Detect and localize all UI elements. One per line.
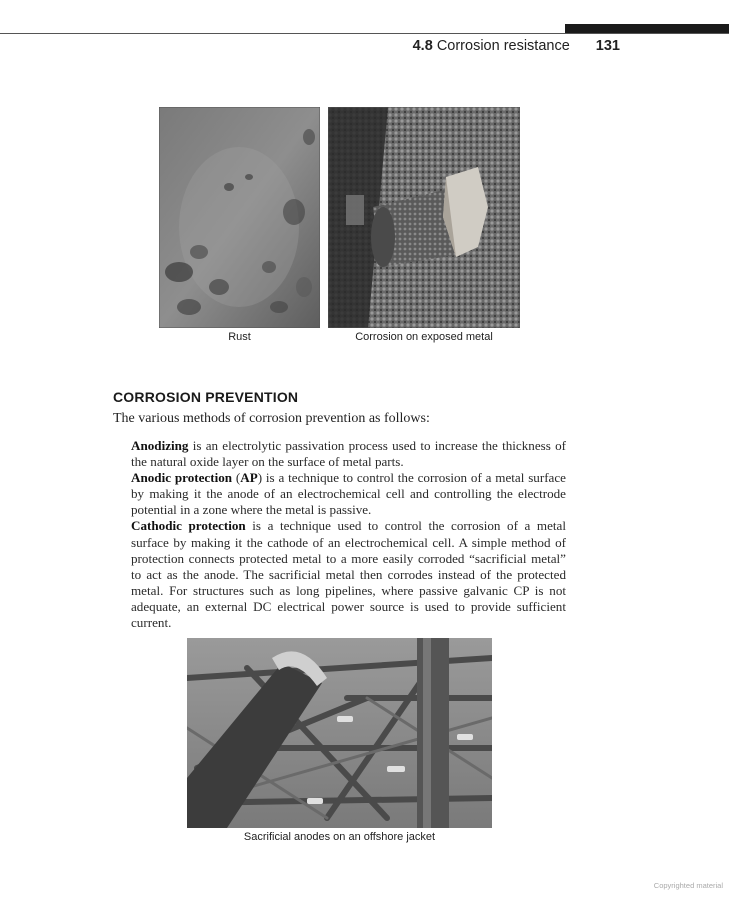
anodizing-term: Anodizing [131,438,189,453]
anodic-abbr: AP [240,470,258,486]
section-title: Corrosion resistance [436,38,570,54]
anodizing-text: is an electrolytic passivation process used to increase the thickness of the natural oxide layer on the surface of metal parts. [131,438,566,470]
rust-caption: Rust [228,331,251,343]
anodic-text: ) is a technique to control the corrosion of a metal surface by making it the anode of an electrochemical cell and controlling the electrode potential in a zone where the metal is passive. [131,470,566,518]
offshore-jacket-photo [187,638,492,828]
section-number: 4.8 [412,38,433,54]
running-head [380,38,620,60]
rust-photo [159,107,320,328]
cathodic-text: is a technique used to control the corrosion of a metal surface by making it the cathode of an electrochemical cell. A simple method of protection connects protected metal to a more easily corroded “sacrificial metal” to act as the anode. The sacrificial metal then corrodes instead of the protected metal. For structures such as long pipelines, where passive galvanic CP is not adequate, an external DC electrical power source is used to provide sufficient current. [131,518,566,631]
methods-list [131,438,566,631]
page-number: 131 [595,38,620,54]
anodic-paragraph [131,470,566,518]
copyright-notice: Copyrighted material [653,881,723,890]
exposed-metal-photo [328,107,520,328]
cathodic-term: Cathodic protection [131,518,246,534]
anodic-term: Anodic protection [131,470,233,486]
anodic-abbr-open: ( [232,470,241,486]
section-intro: The various methods of corrosion prevention as follows: [113,411,430,426]
section-heading: CORROSION PREVENTION [113,389,299,405]
exposed-caption: Corrosion on exposed metal [355,331,493,343]
anodizing-paragraph [131,438,566,470]
anodes-caption: Sacrificial anodes on an offshore jacket [243,831,436,843]
cathodic-paragraph [131,518,566,631]
header-rule [0,33,729,34]
